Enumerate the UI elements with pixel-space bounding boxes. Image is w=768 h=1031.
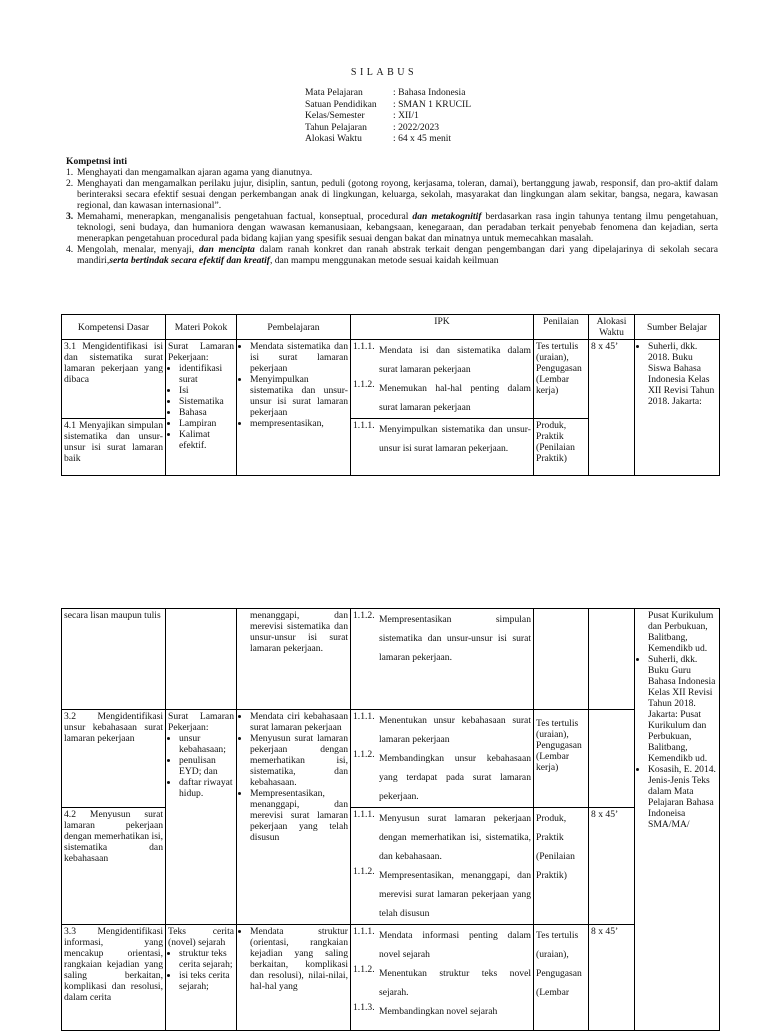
ipk-item: 1.1.1. Mendata informasi penting dalam novel sejarah — [353, 926, 531, 960]
meta-row-time — [305, 133, 471, 145]
list-item: • Sistematika — [179, 396, 234, 407]
meta-key: Mata Pelajaran — [305, 87, 363, 98]
list-item: • mempresentasikan, — [250, 418, 348, 429]
list-item: • Suherli, dkk. 2018. Buku Siswa Bahasa Indonesia Kelas XII Revisi Tahun 2018. Jakarta: — [648, 341, 717, 407]
syllabus-table-page2 — [61, 608, 720, 1031]
sumber-cell — [635, 609, 720, 1031]
alokasi-cell: 8 x 45’ — [589, 925, 635, 1031]
list-item: • Kalimat efektif. — [179, 429, 234, 451]
header-materi-pokok: Materi Pokok — [166, 315, 237, 340]
meta-key: Tahun Pelajaran — [305, 121, 367, 133]
meta-key: Satuan Pendidikan — [305, 98, 377, 110]
header-kompetensi-dasar: Kompetensi Dasar — [62, 315, 166, 340]
kd-cell: 3.1 Mengidentifikasi isi dan sistematika surat lamaran pekerjaan yang dibaca — [62, 340, 166, 419]
ki-text: Menghayati dan mengamalkan ajaran agama yang dianutnya. — [77, 167, 313, 178]
list-item: • struktur teks cerita sejarah; — [179, 948, 234, 970]
kd-cell: secara lisan maupun tulis — [62, 609, 166, 710]
ipk-cell — [351, 609, 534, 710]
sumber-list — [637, 341, 717, 407]
sumber-cell — [635, 340, 720, 476]
ipk-item: 1.1.3. Membandingkan novel sejarah — [353, 1002, 498, 1017]
section-heading: Kompetnsi inti — [66, 156, 128, 167]
list-item: • penulisan EYD; dan — [179, 755, 234, 777]
penilaian-cell: Tes tertulis (uraian), Pengugasan (Lembar — [534, 925, 589, 1031]
list-item: • Suherli, dkk. Buku Guru Bahasa Indonesia Kelas XII Revisi Tahun 2018. Jakarta: Pusat Kurikulum dan Perbukuan, Balitbang, Kemendikb ud. — [648, 654, 717, 764]
ipk-cell — [351, 925, 534, 1031]
penilaian-cell: Tes tertulis (uraian), Pengugasan (Lembar kerja) — [534, 340, 589, 419]
pembelajaran-list — [239, 341, 348, 429]
list-item: • Lampiran — [179, 418, 234, 429]
list-item: • Mendata struktur (orientasi, rangkaian kejadian yang saling berkaitan, komplikasi dan resolusi), nilai-nilai, hal-hal yang — [250, 926, 348, 992]
ipk-item: 1.1.1. Menyusun surat lamaran pekerjaan dengan memerhatikan isi, sistematika, dan kebahasaan. — [353, 809, 531, 862]
pembelajaran-cell — [237, 925, 351, 1031]
header-ipk: IPK — [351, 315, 534, 340]
ki-text: berdasarkan rasa ingin tahunya tentang ilmu pengetahuan, teknologi, seni budaya, dan humaniora dengan wawasan kemanusiaan, kebangsaan, kenegaraan, dan peradaban terkait penyebab fenomena dan kejadian, serta menerapkan pengetahuan procedural pada bidang kajian yang spesifik sesuai dengan bakat dan minatnya untuk memecahkan masalah. — [77, 211, 719, 244]
header-alokasi-waktu: Alokasi Waktu — [589, 315, 635, 340]
list-item: • Menyusun surat lamaran pekerjaan dengan memerhatikan isi, sistematika, dan kebahasaan. — [250, 733, 348, 788]
sumber-text: Pusat Kurikulum dan Perbukuan, Balitbang, Kemendikb ud. — [648, 610, 714, 654]
ipk-item: 1.1.2. Mempresentasikan simpulan sistematika dan unsur-unsur isi surat lamaran pekerjaan. — [353, 610, 531, 663]
materi-list — [168, 363, 234, 451]
pembelajaran-list — [239, 711, 348, 843]
list-item: • isi teks cerita sejarah; — [179, 970, 234, 992]
ki-text: Mengolah, menalar, menyaji, — [77, 244, 199, 255]
meta-value: : SMAN 1 KRUCIL — [393, 98, 472, 110]
ki-text: , dan mampu menggunakan metode sesuai kaidah keilmuan — [269, 255, 499, 266]
ipk-item: 1.1.2. Menemukan hal-hal penting dalam surat lamaran pekerjaan — [353, 379, 531, 413]
list-item: • Isi — [179, 385, 234, 396]
list-item: • Mendata ciri kebahasaan surat lamaran pekerjaan — [250, 711, 348, 733]
list-item: • daftar riwayat hidup. — [179, 777, 234, 799]
list-item: • unsur kebahasaan; — [179, 733, 234, 755]
ipk-item: 1.1.2. Mempresentasikan, menanggapi, dan merevisi surat lamaran pekerjaan yang telah disusun — [353, 866, 531, 919]
list-item: • identifikasi surat — [179, 363, 234, 385]
alokasi-cell — [589, 609, 635, 710]
sumber-list — [637, 654, 717, 830]
materi-cell — [166, 925, 237, 1031]
list-item: • Menyimpulkan sistematika dan unsur-unsur isi surat lamaran pekerjaan — [250, 374, 348, 418]
list-item: • Mendata sistematika dan isi surat lamaran pekerjaan — [250, 341, 348, 374]
ki-text: Memahami, menerapkan, menganalisis pengetahuan factual, konseptual, procedural — [77, 211, 413, 222]
kd-cell: 4.2 Menyusun surat lamaran pekerjaan dengan memerhatikan isi, sistematika dan kebahasaan — [62, 808, 166, 925]
list-item: • Kosasih, E. 2014. Jenis-Jenis Teks dalam Mata Pelajaran Bahasa Indoneisa SMA/MA/ — [648, 764, 717, 830]
alokasi-cell: 8 x 45’ — [589, 340, 635, 476]
pembelajaran-list — [239, 926, 348, 992]
meta-value: : 64 x 45 menit — [393, 133, 452, 145]
penilaian-cell: Tes tertulis (uraian), Pengugasan (Lembar kerja) — [534, 710, 589, 808]
ipk-cell — [351, 340, 534, 419]
ipk-item: 1.1.1. Menentukan unsur kebahasaan surat lamaran pekerjaan — [353, 711, 531, 745]
kd-cell: 3.2 Mengidentifikasi unsur kebahasaan surat lamaran pekerjaan — [62, 710, 166, 808]
ipk-cell — [351, 710, 534, 808]
meta-row-school — [305, 99, 471, 111]
ki-emphasis: dan mencipta — [198, 244, 255, 255]
ipk-item: 1.1.2. Menentukan struktur teks novel sejarah. — [353, 964, 531, 998]
meta-value: : 2022/2023 — [393, 121, 440, 133]
ki-emphasis: serta bertindak secara efektif dan kreatif — [109, 255, 270, 266]
syllabus-table-page1 — [61, 314, 720, 476]
meta-value: : XII/1 — [393, 110, 419, 122]
ki-item-1: 1. Menghayati dan mengamalkan ajaran agama yang dianutnya. — [66, 167, 718, 178]
materi-cell — [166, 710, 237, 925]
document-title: SILABUS — [350, 67, 418, 78]
ipk-item: 1.1.1. Mendata isi dan sistematika dalam surat lamaran pekerjaan — [353, 341, 531, 375]
metadata-block — [305, 87, 471, 145]
header-penilaian: Penilaian — [534, 315, 589, 340]
ki-text: Menghayati dan mengamalkan perilaku jujur, disiplin, santun, peduli (gotong royong, kerjasama, toleran, damai), bertanggung jawab, responsif, dan pro-aktif dalam berinteraksi secara efektif sesuai dengan perkembangan anak di lingkungan, keluarga, sekolah, masyarakat dan lingkungan alam sekitar, bangsa, negara, kawasan regional, dan kawasan internasional”. — [77, 178, 718, 211]
kompetensi-inti-section — [66, 156, 718, 266]
header-sumber-belajar: Sumber Belajar — [635, 315, 720, 340]
ki-text: dalam ranah konkret dan ranah abstrak terkait dengan pengembangan dari yang dipelajarinya di sekolah secara mandiri, — [77, 244, 718, 266]
kd-cell: 3.3 Mengidentifikasi informasi, yang mencakup orientasi, rangkaian kejadian yang saling berkaitan, komplikasi dan resolusi, dalam cerita — [62, 925, 166, 1031]
kd-cell: 4.1 Menyajikan simpulan sistematika dan unsur-unsur isi surat lamaran baik — [62, 419, 166, 476]
ipk-cell — [351, 808, 534, 925]
meta-value: : Bahasa Indonesia — [393, 87, 466, 98]
pembelajaran-cell: menanggapi, dan merevisi sistematika dan unsur-unsur isi surat lamaran pekerjaan. — [237, 609, 351, 710]
ki-item-3: 3. Memahami, menerapkan, menganalisis pengetahuan factual, konseptual, procedural dan metakognitif berdasarkan rasa ingin tahunya tentang ilmu pengetahuan, teknologi, seni budaya, dan humaniora dengan wawasan kemanusiaan, kebangsaan, kenegaraan, dan peradaban terkait penyebab fenomena dan kejadian, serta menerapkan pengetahuan procedural pada bidang kajian yang spesifik sesuai dengan bakat dan minatnya untuk memecahkan masalah. — [66, 211, 719, 244]
list-item: • Bahasa — [179, 407, 234, 418]
meta-key: Kelas/Semester — [305, 110, 365, 122]
pembelajaran-cell — [237, 710, 351, 925]
materi-heading: Surat Lamaran Pekerjaan: — [168, 711, 234, 733]
penilaian-cell: Produk, Praktik (Penilaian Praktik) — [534, 419, 589, 476]
ki-item-4: 4. Mengolah, menalar, menyaji, dan mencipta dalam ranah konkret dan ranah abstrak terkait dengan pengembangan dari yang dipelajarinya di sekolah secara mandiri,serta bertindak secara efektif dan kreatif, dan mampu menggunakan metode sesuai kaidah keilmuan — [66, 244, 718, 266]
alokasi-cell — [589, 710, 635, 808]
meta-row-year — [305, 122, 471, 134]
header-pembelajaran: Pembelajaran — [237, 315, 351, 340]
materi-cell — [166, 609, 237, 710]
list-item: • Mempresentasikan, menanggapi, dan merevisi surat lamaran pekerjaan yang telah disusun — [250, 788, 348, 843]
ipk-item: 1.1.2. Membandingkan unsur kebahasaan yang terdapat pada surat lamaran pekerjaan. — [353, 749, 531, 802]
ipk-cell — [351, 419, 534, 476]
ki-item-2: 2. Menghayati dan mengamalkan perilaku jujur, disiplin, santun, peduli (gotong royong, kerjasama, toleran, damai), bertanggung jawab, responsif, dan pro-aktif dalam berinteraksi secara efektif sesuai dengan perkembangan anak di lingkungan, keluarga, sekolah, masyarakat dan lingkungan alam sekitar, bangsa, negara, kawasan regional, dan kawasan internasional”. — [66, 178, 718, 211]
materi-heading: Teks cerita (novel) sejarah — [168, 926, 234, 948]
penilaian-cell — [534, 609, 589, 710]
penilaian-cell: Produk, Praktik (Penilaian Praktik) — [534, 808, 589, 925]
ki-emphasis: dan metakognitif — [412, 211, 482, 222]
materi-list — [168, 948, 234, 992]
ipk-item: 1.1.1. Menyimpulkan sistematika dan unsur-unsur isi surat lamaran pekerjaan. — [353, 420, 531, 454]
meta-row-class — [305, 110, 471, 122]
alokasi-cell: 8 x 45’ — [589, 808, 635, 925]
materi-heading: Surat Lamaran Pekerjaan: — [168, 341, 234, 363]
materi-list — [168, 733, 234, 799]
pembelajaran-cell — [237, 340, 351, 476]
meta-key: Alokasi Waktu — [305, 133, 362, 145]
meta-row-subject — [305, 87, 471, 99]
materi-cell — [166, 340, 237, 476]
